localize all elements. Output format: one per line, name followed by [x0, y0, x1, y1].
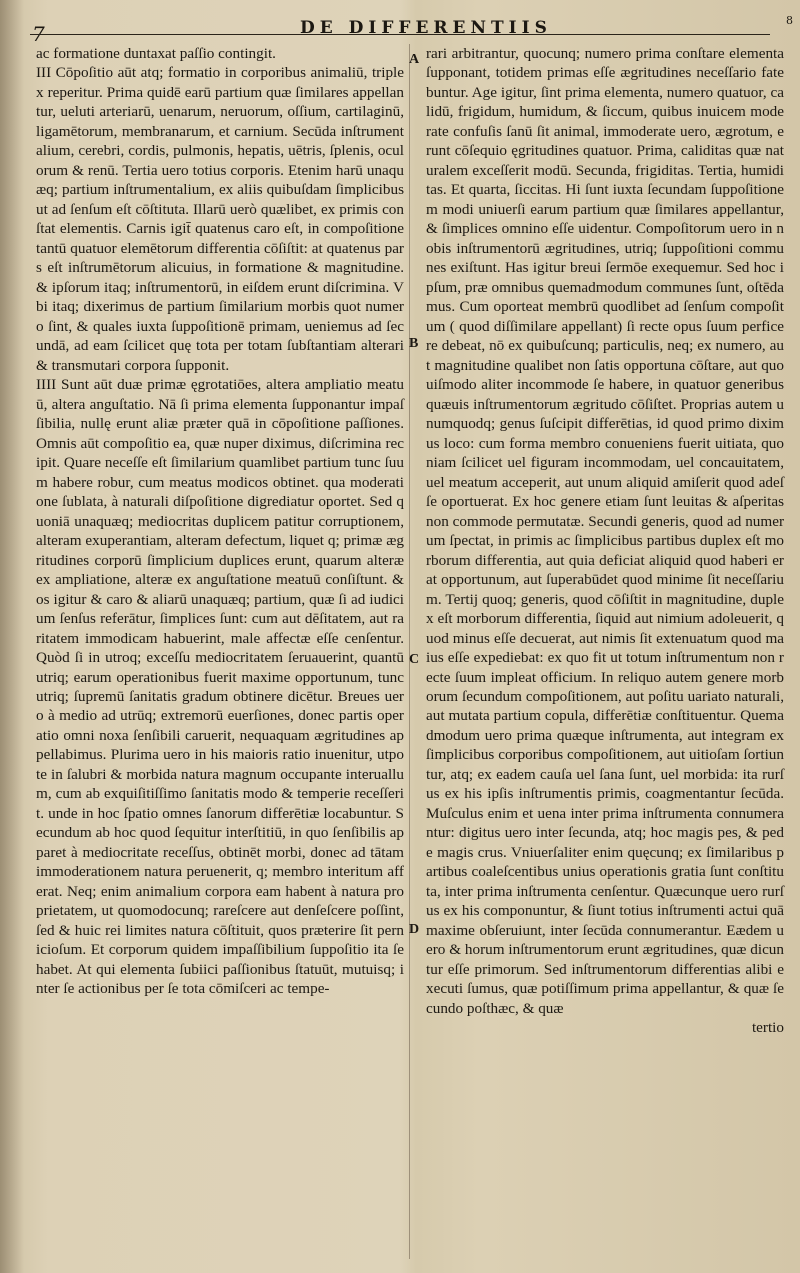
catchword: tertio [751, 1019, 784, 1037]
folio-number-left: 7 [32, 22, 45, 46]
margin-marker-c: C [409, 652, 420, 667]
spine-shadow [0, 0, 24, 1273]
paragraph-continuation: rari arbitrantur, quocunq; numero prima conſtare elementa ſupponant, totidem primas eſſe ægritudines neceſſario fatebuntur. Age igitur, ſint prima elementa, numero quatuor, calidū, frigidum, humidum, & ſiccum, quibus inuicem moderate confuſis ſanū ſit animal, immoderate uero, ægrotum, erunt cōſequio ęgritudines quatuor. Prima, caliditas quæ naturalem exceſſerit modū. Secunda, frigiditas. Tertia, humiditas. Et quarta, ſiccitas. Hi ſunt iuxta ſecundam ſuppoſitionem modi uniuerſi earum partium quæ ſimilares appellantur, & ſimplices omnino eſſe uidentur. Compoſitorum uero in nobis inſtrumentorū ægritudines, utriq; ſuppoſitioni communes exiſtunt. Has igitur breui ſermōe exequemur. Sed hoc ipſum, præ omnibus quemadmodum communes ſunt, oſtēdamus. Cum oporteat membrū quodlibet ad ſenſum compoſitum ( quod diſſimilare appellant) ſi recte opus ſuum perficere debeat, nō ex quibuſcunq; particulis, neq; ex numero, aut magnitudine qualibet non ſatis opportuna cōſtare, aut quouiſmodo aliter incommode ſe habere, in quatuor generibus quæuis inſtrumentorum ægritudo cōſiſtet. Proprias autem unumquodq; genus ſuſcipit differētias, id quod primo diximus loco: cum forma membro conueniens fuerit uitiata, quoniam ſcilicet uel figuram incommodam, uel concauitatem, uel meatum acceperit, aut unum aliquid amiſerit quod adeſſe oportuerat. Ex hoc genere etiam ſunt leuitas & aſperitas non commode permutatæ. Secundi generis, quod ad numerum ſpectat, in primis ac ſimplicibus partibus duplex eſt morborum differentia, aut quia deficiat aliquid quod haberi erat opportunum, aut ſuperabūdet quod minime ſit neceſſarium. Tertij quoq; generis, quod cōſiſtit in magnitudine, duplex eſt morborum differentia, ſiquid aut nimium adoleuerit, quod minus eſſe decuerat, aut nimis ſit extenuatum quod maius eſſe expediebat: ex quo fit ut totum inſtrumentum non recte ſuum impleat officium. In reliquo autem genere morborum ſecundum compoſitionem, aut poſitu uariato naturali, aut mutata partium copula, differētiæ conſtituentur. Quemadmodum uero prima quæque inſtrumenta, aut integram ex ſimplicibus corporibus compoſitionem, aut uitioſam ſortiuntur, atq; ex eadem cauſa uel ſana ſunt, uel morbida: ita rurſus ex his ipſis inſtrumentis primis, coagmentantur ſecūda. Muſculus enim et uena inter prima inſtrumenta connumerantur: digitus uero inter ſecunda, atq; hoc magis pes, & pede magis crus. Vniuerſaliter enim quęcunq; ex ſimilaribus partibus coaleſcentibus unius operationis gratia ſunt conſtituta, inter prima inſtrumenta cenſentur. Quæcunque uero rurſus ex his componuntur, & ſiunt totius inſtrumenti actui quāmaxime obſeruiunt, inter ſecūda connumerantur. Eædem uero & horum inſtrumentorum erunt ægritudines, quæ dicuntur eſſe primorum. Sed inſtrumentorum differentias alibi executi ſumus, quæ potiſſimum prima appellantur, & quæ ſecundo poſthæc, & quæ [426, 45, 784, 1017]
paragraph-iiii: IIII Sunt aūt duæ primæ ęgrotatiōes, altera ampliatio meatuū, altera anguſtatio. Nā ſi prima elementa ſupponantur impaſſibilia, nullę erunt aliæ præter quā in cōpoſitione paſſiones. Omnis aūt compoſitio ea, quæ nuper diximus, diſcrimina recipit. Quare neceſſe eſt ſimilarium quamlibet partium tunc ſuum habere robur, cum meatus modicos obtinet. qua moderatione ſublata, à naturali diſpoſitione digrediatur oportet. Sed quoniā unaquæq; mediocritas duplicem patitur corruptionem, alteram exuperantiam, alteram defectum, liquet q; primæ ægritudines corporū ſimplicium duplices erunt, quarum alteræ ex ampliatione, alteræ ex anguſtatione meatuū conſiſtunt. & os igitur & caro & aliarū unaquæq; partium, quæ ſi ad iudicium ſenſus referātur, ſimplices ſunt: cum aut dēſitatem, aut raritatem immodicam habuerint, male affectæ eſſe cenſentur. Quòd ſi in utroq; exceſſu mediocritatem ſeruauerint, quantū utriq; earum operationibus fuerit maxime opportunum, tunc utriq; ſupremū ſanitatis gradum obtinere dicētur. Breues uero à medio ad utrūq; extremorū euerſiones, donec partis operatio omni noxa ſenſibili caruerit, nequaquam ægritudines appellabimus. Plurima uero in his maioris ratio inuenitur, utpote in ſalubri & morbida natura magnum occupante interuallum, cum ab exquiſitiſſimo ſanitatis modo & temperie receſſerit. unde in hoc ſpatio omnes ſanorum differētiæ locabuntur. Secundum ab hoc quod ſequitur interſtitiū, in quo ſenſibilis apparet à mediocritate receſſus, obtinēt morbi, donec ad tātam immoderationem natura peruenerit, q; membro interitum afferat. Neq; enim animalium corpora eam habent à natura proprietatem, ut quomodocunq; rareſcere aut denſeſcere poſſint, ſed & huic rei limites natura cōſtituit, quos præterire ſit pernicioſum. Et corporum quidem impaſſibilium ſuppoſitio ita ſe habet. At qui elementa ſubiici paſſionibus ſtatuūt, mutuisq; inter ſe actionibus per ſe tota cōmiſceri ac tempe- [36, 376, 404, 998]
margin-marker-d: D [409, 922, 420, 937]
running-title: DE DIFFERENTIIS [300, 18, 552, 38]
right-text-column [426, 44, 784, 1038]
paragraph-fragment: ac formatione duntaxat paſſio contingit. [36, 45, 276, 62]
left-text-column [36, 44, 404, 999]
page-header [0, 10, 800, 46]
paragraph-iii: III Cōpoſitio aūt atq; formatio in corporibus animaliū, triplex reperitur. Prima quidē earū partium quæ ſimilares appellantur, ueluti arteriarū, uenarum, neruorum, oſſium, cartilaginū, ligamētorum, membranarum, et carnium. Secūda inſtrumentalium, cerebri, cordis, pulmonis, hepatis, uētris, ſplenis, oculorum & renū. Tertia uero totius corporis. Etenim harū unaquæq; partium inſtrumentalium, ex aliis quibuſdam ſimplicibus ut ad ſenſum eſt cōſtituta. Illarū uerò quælibet, ex primis conſtat elementis. Carnis igit̄ quatenus caro eſt, in compoſitione tantū quatuor elemētorum differentia cōſiſtit: at quatenus pars eſt inſtrumētorum alicuius, in formatione & magnitudine. & ipſorum itaq; inſtrumentorū, in eiſdem erunt diſcrimina. Vbi itaq; dixerimus de partium ſimilarium morbis quot numero ſint, & quales iuxta ſuppoſitionē primam, ueniemus ad ſecundā, ad eam ſcilicet quę tota per totam ſubſtantiam alterari & transmutari corpora ſupponit. [36, 64, 404, 374]
margin-marker-b: B [409, 336, 419, 351]
header-rule [30, 34, 770, 35]
margin-marker-a: A [409, 52, 420, 67]
folio-number-right: 8 [786, 14, 793, 27]
